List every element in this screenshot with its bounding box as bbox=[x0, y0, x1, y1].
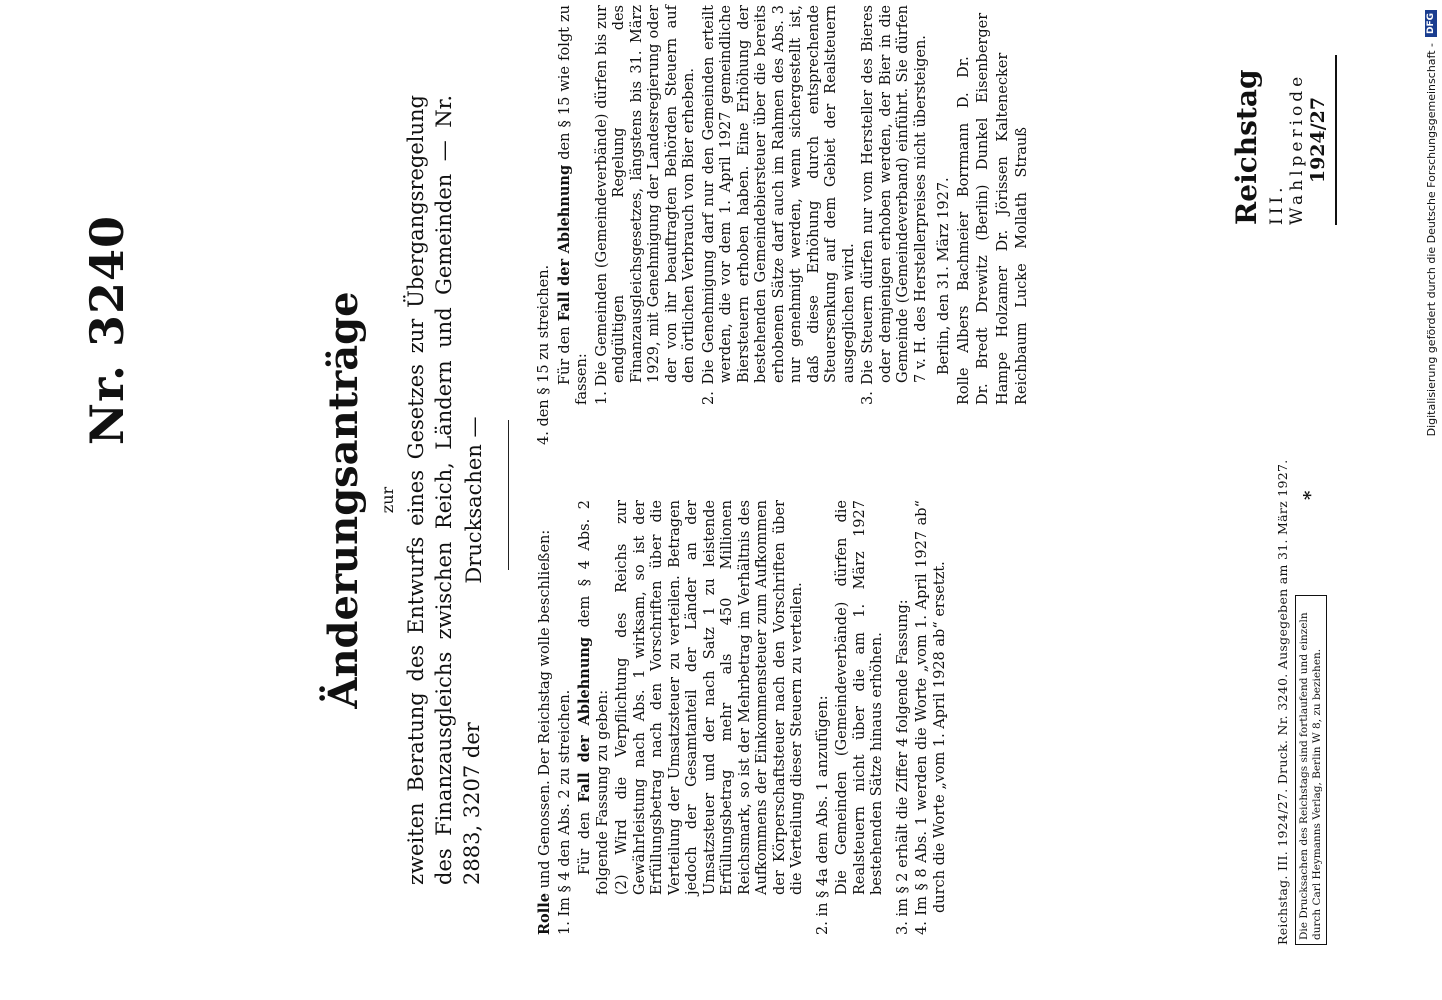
period-years: 1924/27 bbox=[1307, 96, 1329, 184]
sidebar-credit bbox=[1420, 10, 1442, 990]
wahlperiode: III. Wahlperiode bbox=[1267, 72, 1307, 225]
fall-post: den § 15 wie folgt zu fassen: bbox=[556, 4, 590, 405]
item-4-right: 4. den § 15 zu streichen. bbox=[536, 264, 552, 445]
item-1-text: (2) Wird die Verpflichtung des Reichs zur Gewährleistung nach Abs. 1 wirksam, so ist der Erfüllungsbetrag nach den Vorschriften über die Verteilung der Umsatzsteuer zu verteilen. Betragen jedoch der Gesamtanteil der Länder an der Umsatzsteuer und der nach Satz 1 zu leistende Erfüllungsbetrag mehr als 450 Millionen Reichsmark, so ist der Mehrbetrag im Verhältnis des Aufkommens der Einkommensteuer zum Aufkommen der Körperschaftsteuer nach den Vorschriften über die Verteilung dieser Steuern zu verteilen. bbox=[614, 500, 805, 895]
signature-line-2: Dr. Bredt Drewitz (Berlin) Dunkel Eisenberger bbox=[975, 12, 991, 405]
paragraph-2: 2. Die Genehmigung darf nur den Gemeinden erteilt werden, die vor dem 1. April 1927 gemeindliche Biersteuern erhoben haben. Eine Erhöhung der bestehenden Gemeindebiersteuer über die bereits erhobenen Sätze darf auch im Rahmen des Abs. 3 nur genehmigt werden, wenn sichergestellt ist, daß diese Erhöhung durch entsprechende Steuersenkung auf dem Gebiet der Realsteuern ausgeglichen wird. bbox=[700, 5, 857, 405]
paragraph-3: 3. Die Steuern dürfen nur vom Hersteller des Bieres oder demjenigen erhoben werden, der Bier in die Gemeinde (Gemeindeverband) einführt. Sie dürfen 7 v. H. des Herstellerpreises nicht übersteigen. bbox=[860, 5, 929, 405]
header-rule bbox=[1335, 55, 1337, 225]
document-subject-end: Drucksachen — bbox=[462, 416, 486, 584]
fall-bold: Fall der Ablehnung bbox=[576, 636, 593, 803]
fall-bold: Fall der Ablehnung bbox=[555, 164, 573, 322]
footer-imprint: Reichstag. III. 1924/27. Druck. Nr. 3240. Ausgegeben am 31. März 1927. bbox=[1275, 459, 1290, 945]
paragraph-1: 1. Die Gemeinden (Gemeindeverbände) dürfen bis zur endgültigen Regelung des Finanzausgleichsgesetzes, längstens bis 31. März 1929, mit Genehmigung der Landesregierung oder der von ihr beauftragten Behörden Steuern auf den örtlichen Verbrauch von Bier erheben. bbox=[593, 5, 697, 405]
item-2: 2. in § 4a dem Abs. 1 anzufügen: bbox=[814, 695, 831, 935]
signature-line-1: Rolle Albers Bachmeier Borrmann D. Dr. bbox=[955, 56, 972, 405]
asterisk-mark: * bbox=[1300, 490, 1321, 500]
intro-name: Rolle bbox=[536, 893, 553, 935]
note-line-2: durch Carl Heymanns Verlag, Berlin W 8, zu beziehen. bbox=[1311, 648, 1323, 940]
dfg-logo: DFG bbox=[1425, 10, 1437, 37]
reichstag-title: Reichstag bbox=[1230, 69, 1263, 225]
item-4: 4. Im § 8 Abs. 1 werden die Worte „vom 1. April 1927 ab“ durch die Worte „vom 1. April 1928 ab“ ersetzt. bbox=[914, 500, 948, 935]
intro-text: und Genossen. Der Reichstag wolle beschließen: bbox=[537, 529, 553, 889]
item-2-text: Die Gemeinden (Gemeindeverbände) dürfen die Realsteuern nicht über die am 1. März 1927 bestehenden Sätze hinaus erhöhen. bbox=[834, 500, 885, 895]
item-4-fallback bbox=[556, 5, 592, 445]
credit-text: Digitalisierung gefördert durch die Deutsche Forschungsgemeinschaft - bbox=[1424, 43, 1438, 437]
fall-pre: Für den bbox=[556, 326, 573, 385]
note-line-1: Die Drucksachen des Reichstags sind fortlaufend und einzeln bbox=[1298, 612, 1310, 940]
signature-line-4: Reichbaum Lucke Mollath Strauß bbox=[1014, 127, 1030, 405]
title-connector: zur bbox=[378, 486, 397, 514]
distribution-note bbox=[1295, 595, 1327, 945]
fall-post: dem § 4 Abs. 2 folgende Fassung zu geben: bbox=[577, 499, 611, 895]
document-number: Nr. 3240 bbox=[80, 214, 134, 446]
column-left bbox=[536, 500, 951, 935]
title-divider bbox=[508, 420, 509, 570]
signature-date: Berlin, den 31. März 1927. bbox=[936, 177, 952, 375]
document-title: Änderungsanträge bbox=[320, 291, 367, 709]
item-3: 3. im § 2 erhält die Ziffer 4 folgende Fassung: bbox=[894, 599, 911, 935]
column-right bbox=[536, 5, 1034, 445]
sidebar-credit-inner bbox=[1420, 10, 1442, 990]
item-1-fallback bbox=[576, 500, 612, 935]
document-subject: zweiten Beratung des Entwurfs eines Gesetzes zur Übergangsregelung des Finanzausgleichs zwischen Reich, Ländern und Gemeinden — Nr. 2883, 3207 der bbox=[404, 95, 484, 885]
signature-line-3: Hampe Holzamer Dr. Jörissen Kaltenecker bbox=[994, 52, 1011, 405]
item-1: 1. Im § 4 den Abs. 2 zu streichen. bbox=[556, 689, 573, 935]
fall-pre: Für den bbox=[577, 811, 593, 875]
intro-paragraph bbox=[536, 500, 555, 935]
